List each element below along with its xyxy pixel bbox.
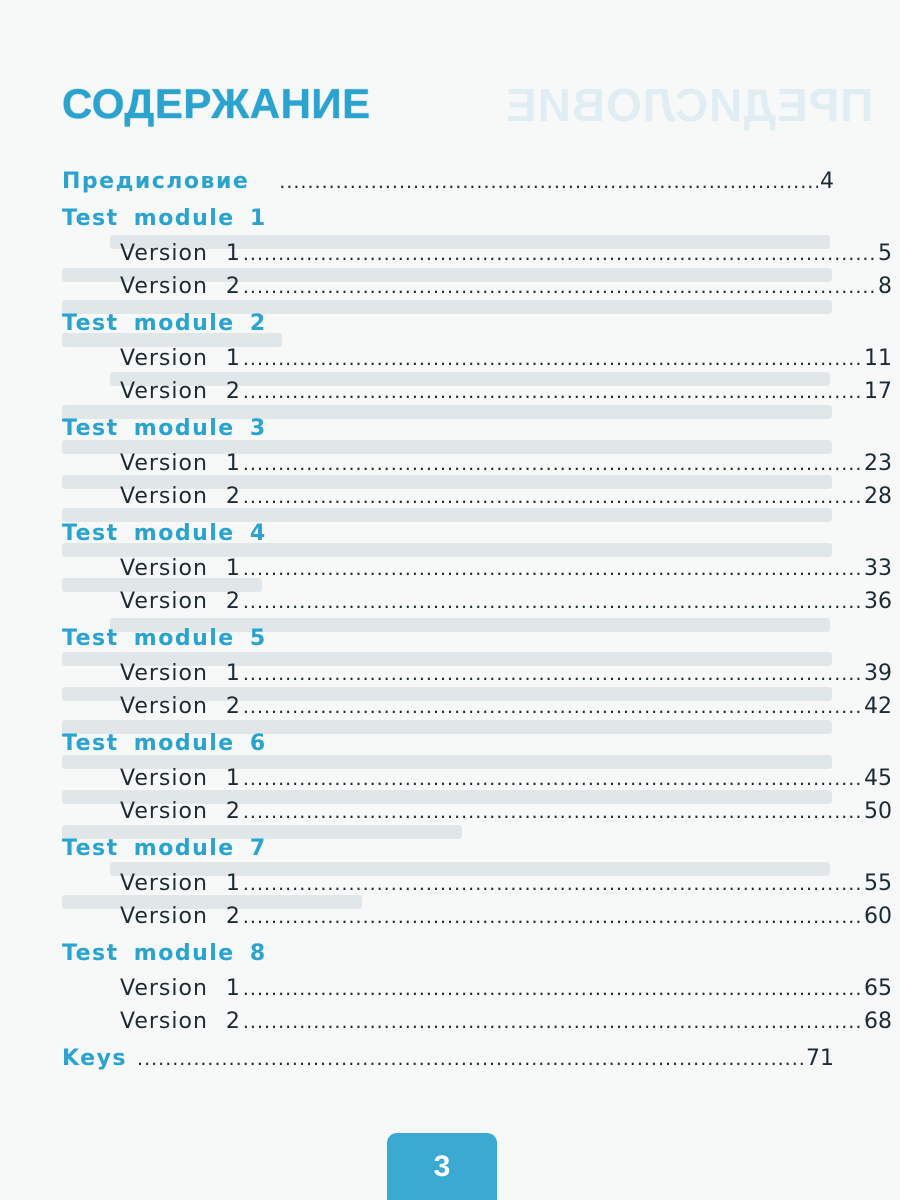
toc-entry-keys[interactable] xyxy=(62,1046,834,1078)
page-number: 3 xyxy=(433,1149,451,1183)
dot-leader xyxy=(243,348,862,370)
toc-entry-label: Version 1 xyxy=(120,451,241,476)
dot-leader xyxy=(243,1011,862,1033)
toc-entry-label: Version 1 xyxy=(120,661,241,686)
dot-leader xyxy=(243,873,862,895)
toc-entry-label: Version 1 xyxy=(120,346,241,371)
toc-page-number: 42 xyxy=(864,694,892,719)
toc-page-number: 68 xyxy=(864,1009,892,1034)
toc-entry-label: Keys xyxy=(62,1046,128,1071)
toc-entry-version[interactable] xyxy=(62,694,892,726)
dot-leader xyxy=(243,243,876,265)
toc-entry-version[interactable] xyxy=(62,451,892,483)
toc-entry-label: Version 1 xyxy=(120,556,241,581)
toc-entry-label: Version 2 xyxy=(120,904,241,929)
toc-entry-version[interactable] xyxy=(62,871,892,903)
toc-module-heading[interactable]: Test module 1 xyxy=(62,206,267,231)
dot-leader xyxy=(243,663,862,685)
toc-module-heading[interactable]: Test module 6 xyxy=(62,731,267,756)
toc-entry-version[interactable] xyxy=(62,799,892,831)
toc-page-number: 50 xyxy=(864,799,892,824)
toc-entry-label: Version 2 xyxy=(120,1009,241,1034)
dot-leader xyxy=(243,801,862,823)
dot-leader xyxy=(243,978,862,1000)
toc-entry-version[interactable] xyxy=(62,346,892,378)
toc-entry-label: Version 2 xyxy=(120,379,241,404)
dot-leader xyxy=(243,558,862,580)
dot-leader xyxy=(243,591,862,613)
bleed-title-decoration: ПРЕДИСЛОВИЕ xyxy=(505,79,874,131)
toc-page-number: 45 xyxy=(864,766,892,791)
toc-module-heading[interactable]: Test module 8 xyxy=(62,941,267,966)
toc-entry-version[interactable] xyxy=(62,556,892,588)
toc-page-number: 23 xyxy=(864,451,892,476)
toc-module-heading[interactable]: Test module 5 xyxy=(62,626,267,651)
toc-entry-version[interactable] xyxy=(62,1009,892,1041)
dot-leader xyxy=(243,381,862,403)
toc-page-number: 8 xyxy=(878,274,892,299)
toc-module-heading[interactable]: Test module 2 xyxy=(62,311,267,336)
toc-entry-label: Version 2 xyxy=(120,589,241,614)
dot-leader xyxy=(279,171,818,193)
toc-module-heading[interactable]: Test module 4 xyxy=(62,521,267,546)
toc-entry-version[interactable] xyxy=(62,379,892,411)
page-number-tab xyxy=(387,1133,497,1200)
dot-leader xyxy=(243,906,862,928)
dot-leader xyxy=(137,1048,804,1070)
toc-page-number: 17 xyxy=(864,379,892,404)
toc-entry-label: Version 1 xyxy=(120,241,241,266)
toc-page-number: 36 xyxy=(864,589,892,614)
toc-entry-version[interactable] xyxy=(62,274,892,306)
dot-leader xyxy=(243,696,862,718)
toc-entry-label: Version 2 xyxy=(120,484,241,509)
toc-entry-version[interactable] xyxy=(62,241,892,273)
toc-entry-label: Version 2 xyxy=(120,799,241,824)
toc-page-number: 71 xyxy=(806,1046,834,1071)
dot-leader xyxy=(243,276,876,298)
page-title: СОДЕРЖАНИЕ xyxy=(62,80,371,127)
toc-entry-version[interactable] xyxy=(62,661,892,693)
toc-page-number: 55 xyxy=(864,871,892,896)
toc-entry-version[interactable] xyxy=(62,589,892,621)
dot-leader xyxy=(243,768,862,790)
toc-page-number: 11 xyxy=(864,346,892,371)
toc-page-number: 33 xyxy=(864,556,892,581)
toc-module-heading[interactable]: Test module 7 xyxy=(62,836,267,861)
toc-entry-label: Version 1 xyxy=(120,871,241,896)
toc-entry-version[interactable] xyxy=(62,766,892,798)
toc-entry-label: Version 2 xyxy=(120,274,241,299)
toc-page-number: 39 xyxy=(864,661,892,686)
toc-entry-version[interactable] xyxy=(62,904,892,936)
toc-entry-version[interactable] xyxy=(62,976,892,1008)
dot-leader xyxy=(243,486,862,508)
toc-module-heading[interactable]: Test module 3 xyxy=(62,416,267,441)
toc-page-number: 60 xyxy=(864,904,892,929)
toc-page-number: 28 xyxy=(864,484,892,509)
toc-entry-label: Предисловие xyxy=(62,169,250,194)
toc-entry-preface[interactable] xyxy=(62,169,834,201)
toc-entry-version[interactable] xyxy=(62,484,892,516)
toc-page-number: 4 xyxy=(820,169,834,194)
toc-entry-label: Version 1 xyxy=(120,976,241,1001)
toc-page-number: 65 xyxy=(864,976,892,1001)
dot-leader xyxy=(243,453,862,475)
toc-entry-label: Version 1 xyxy=(120,766,241,791)
toc-entry-label: Version 2 xyxy=(120,694,241,719)
toc-page-number: 5 xyxy=(878,241,892,266)
table-of-contents xyxy=(62,0,892,1100)
